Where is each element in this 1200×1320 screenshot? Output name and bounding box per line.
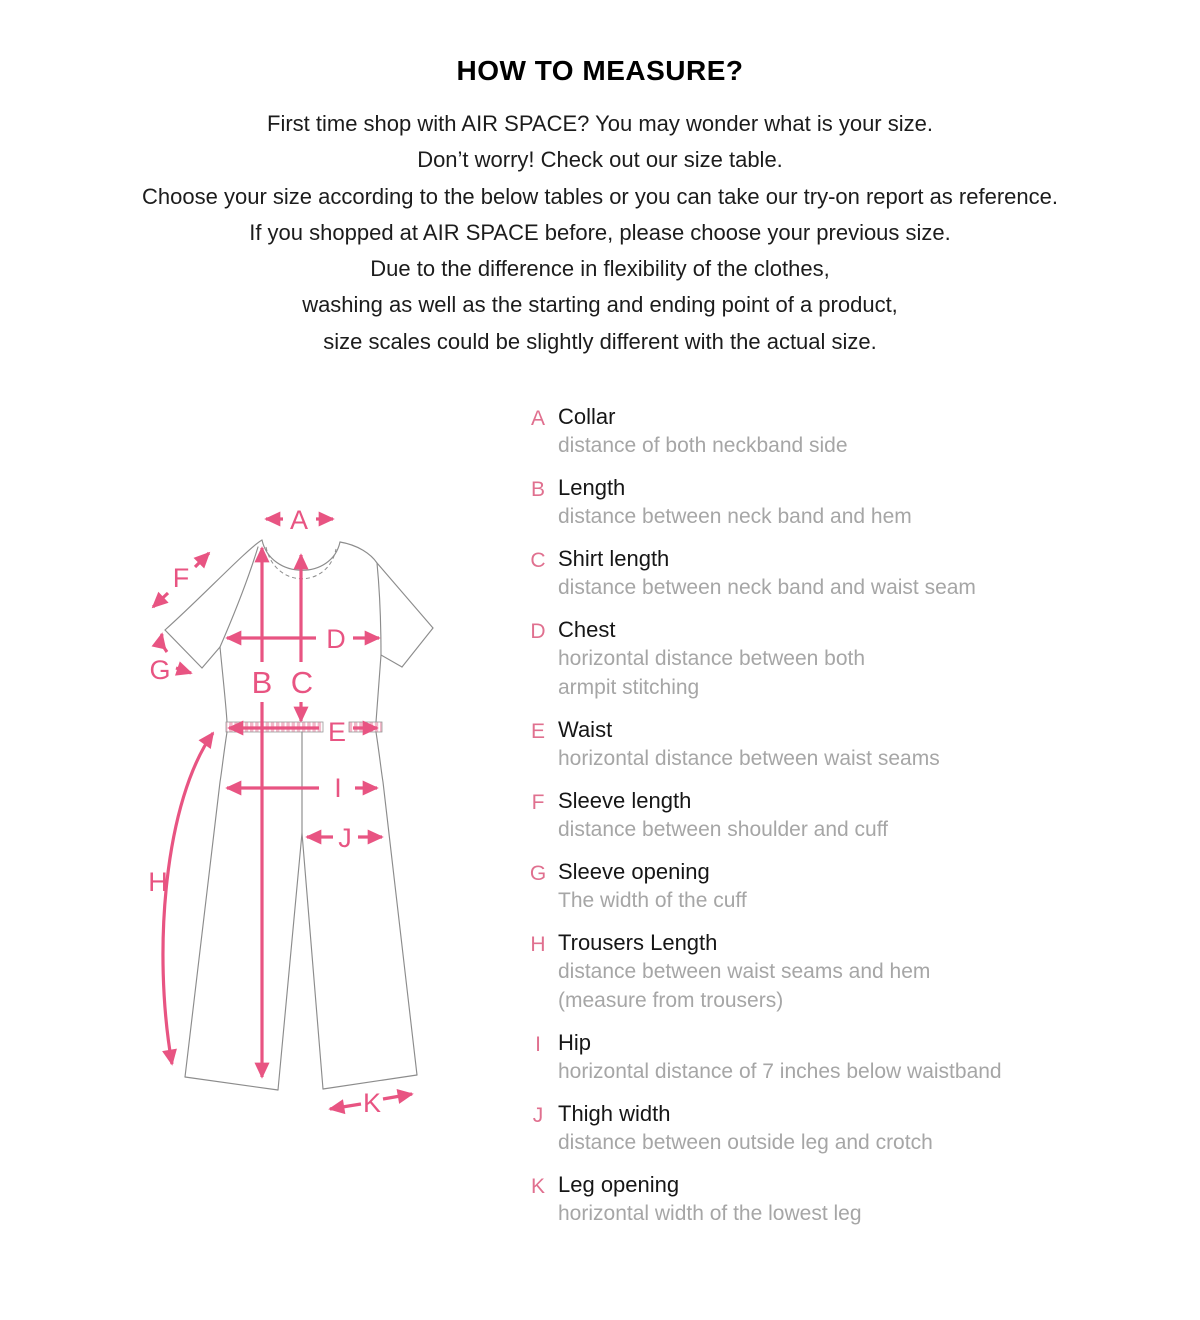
legend-term: Sleeve opening: [558, 859, 710, 884]
legend-item-f: [528, 786, 1128, 844]
legend-desc: armpit stitching: [558, 676, 700, 699]
legend-letter: I: [535, 1033, 541, 1056]
intro-line: If you shopped at AIR SPACE before, please choose your previous size.: [249, 219, 951, 245]
legend-desc: distance between neck band and waist seam: [558, 576, 976, 599]
intro-line: Choose your size according to the below tables or you can take our try-on report as reference.: [142, 183, 1058, 209]
diagram-label-g: G: [149, 655, 171, 685]
legend-desc: horizontal distance between both: [558, 647, 866, 670]
legend-desc: distance between outside leg and crotch: [558, 1131, 933, 1154]
legend-item-e: [528, 715, 1128, 773]
intro-line: Don’t worry! Check out our size table.: [417, 147, 783, 173]
intro-line: size scales could be slightly different with the actual size.: [323, 328, 877, 354]
diagram-label-h: H: [148, 867, 168, 897]
legend-term: Length: [558, 475, 626, 500]
legend-letter: J: [532, 1104, 544, 1127]
legend-item-h: [528, 928, 1128, 1015]
arrow-k-right: [383, 1094, 412, 1099]
legend-term: Collar: [558, 404, 616, 429]
intro-line: Due to the difference in flexibility of the clothes,: [370, 256, 830, 282]
arrow-f-upper: [195, 553, 209, 567]
legend-letter: A: [530, 407, 545, 430]
legend-item-i: [528, 1028, 1128, 1086]
jumpsuit-outline: [165, 540, 433, 1090]
legend-item-k: [528, 1170, 1128, 1228]
legend-letter: E: [530, 720, 545, 743]
legend-desc: distance between waist seams and hem: [558, 960, 931, 983]
intro-paragraph: [0, 106, 1200, 360]
legend-desc: distance between neck band and hem: [558, 505, 912, 528]
diagram-label-i: I: [334, 773, 342, 803]
page-title: HOW TO MEASURE?: [456, 55, 744, 86]
legend-item-d: [528, 615, 1128, 702]
legend-desc: distance of both neckband side: [558, 434, 848, 457]
legend-desc: The width of the cuff: [558, 889, 747, 912]
diagram-label-j: J: [338, 823, 352, 853]
legend-letter: H: [530, 933, 546, 956]
legend-item-a: [528, 402, 1128, 460]
legend-item-c: [528, 544, 1128, 602]
legend-item-g: [528, 857, 1128, 915]
arrow-k-left: [330, 1104, 361, 1109]
legend-term: Sleeve length: [558, 788, 692, 813]
legend-letter: D: [530, 620, 546, 643]
diagram-label-k: K: [362, 1088, 382, 1118]
legend-letter: G: [529, 862, 547, 885]
legend-term: Shirt length: [558, 546, 670, 571]
measure-letters: [148, 505, 381, 1118]
legend-term: Leg opening: [558, 1172, 680, 1197]
arrow-h-arc: [163, 733, 213, 1064]
intro-line: washing as well as the starting and ending point of a product,: [302, 292, 898, 318]
diagram-label-a: A: [289, 505, 309, 535]
legend-letter: B: [530, 478, 545, 501]
legend-letter: K: [530, 1175, 545, 1198]
legend-term: Waist: [558, 717, 613, 742]
diagram-label-b: B: [251, 665, 273, 700]
legend-desc: horizontal distance of 7 inches below waistband: [558, 1060, 1002, 1083]
legend-term: Thigh width: [558, 1101, 671, 1126]
legend-term: Trousers Length: [558, 930, 718, 955]
legend-desc: (measure from trousers): [558, 989, 784, 1012]
legend-item-j: [528, 1099, 1128, 1157]
garment-measure-diagram: [120, 495, 480, 1135]
legend-term: Chest: [558, 617, 616, 642]
intro-line: First time shop with AIR SPACE? You may wonder what is your size.: [267, 111, 933, 136]
measurement-legend: [528, 402, 1128, 1241]
diagram-label-f: F: [172, 563, 190, 593]
legend-desc: horizontal distance between waist seams: [558, 747, 940, 770]
diagram-label-e: E: [327, 717, 347, 747]
diagram-label-d: D: [326, 624, 346, 654]
legend-letter: C: [530, 549, 546, 572]
arrow-f-lower: [153, 593, 168, 607]
arrow-g-right: [176, 668, 191, 673]
arrow-g-up: [162, 634, 167, 652]
legend-desc: distance between shoulder and cuff: [558, 818, 889, 841]
legend-item-b: [528, 473, 1128, 531]
legend-desc: horizontal width of the lowest leg: [558, 1202, 862, 1225]
diagram-label-c: C: [290, 665, 314, 700]
legend-term: Hip: [558, 1030, 592, 1055]
legend-letter: F: [531, 791, 545, 814]
